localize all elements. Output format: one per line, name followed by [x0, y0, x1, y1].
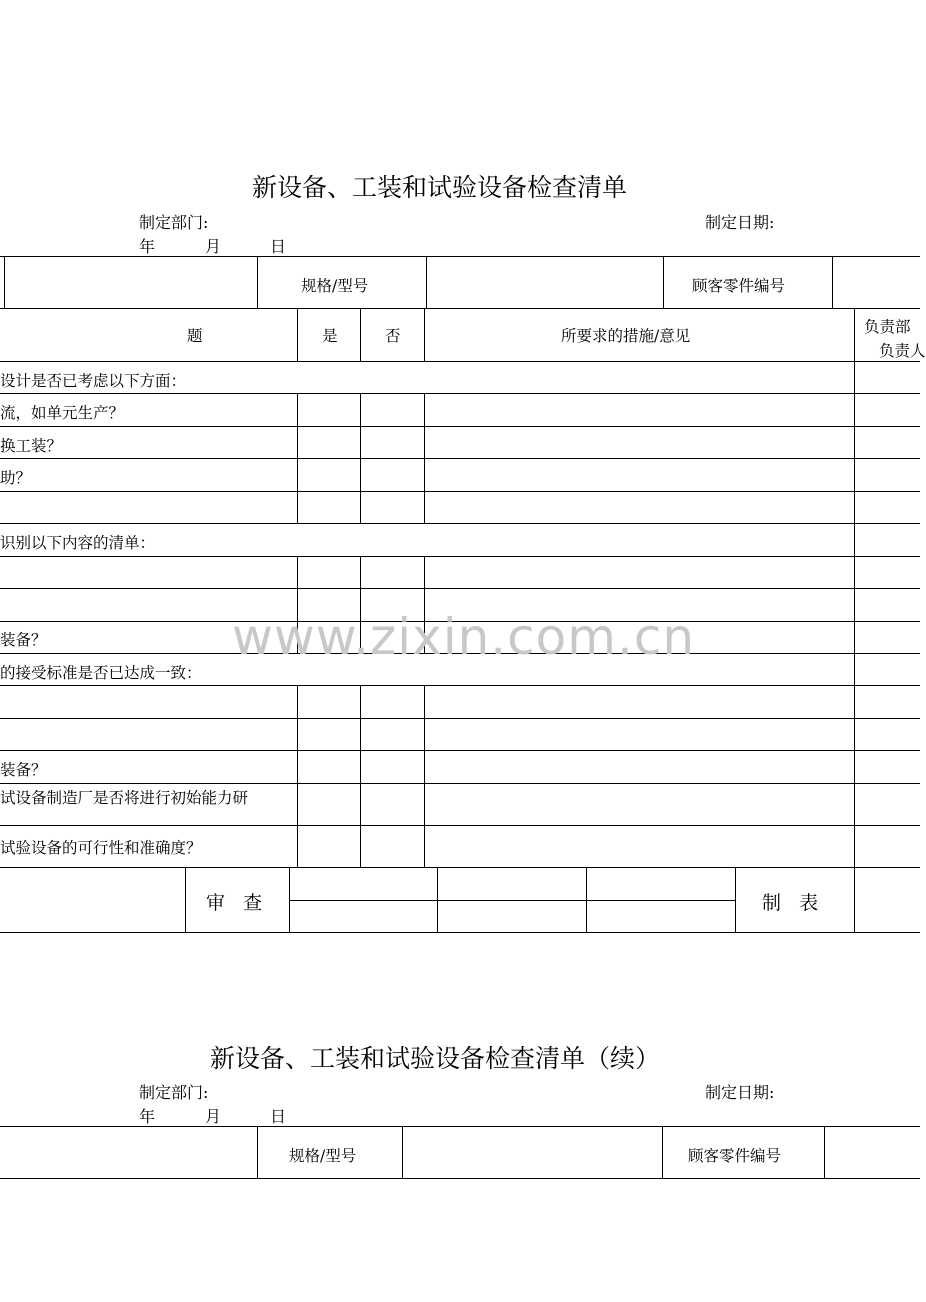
page1-col-responsible-1: 负责部 [864, 318, 911, 336]
page1-col-yes: 是 [322, 327, 338, 345]
review-label: 审 查 [206, 892, 263, 914]
page2-dept-label: 制定部门: [139, 1083, 209, 1102]
page2-customer-part-label: 顾客零件编号 [688, 1147, 782, 1165]
page1-customer-part-label: 顾客零件编号 [692, 277, 786, 295]
page1-date-year: 年 [139, 237, 156, 256]
prepare-label: 制 表 [762, 892, 819, 914]
page2-date-day: 日 [270, 1107, 287, 1126]
page1-dept-label: 制定部门: [139, 213, 209, 232]
checklist-row: 装备？ [0, 631, 47, 649]
checklist-row: 设计是否已考虑以下方面： [0, 372, 187, 390]
page1-col-responsible-2: 负责人 [879, 342, 926, 360]
page2-spec-label: 规格/型号 [289, 1147, 357, 1165]
checklist-row: 试验设备的可行性和准确度？ [0, 839, 202, 857]
watermark: www.zixin.com.cn [232, 608, 696, 666]
page1-date-label: 制定日期: [705, 213, 775, 232]
page1-col-no: 否 [385, 327, 401, 345]
checklist-row: 识别以下内容的清单： [0, 534, 156, 552]
page1-date-day: 日 [270, 237, 287, 256]
checklist-row: 试设备制造厂是否将进行初始能力研 [0, 789, 249, 807]
checklist-row: 助？ [0, 469, 32, 487]
page2-date-month: 月 [205, 1107, 222, 1126]
page1-title: 新设备、工装和试验设备检查清单 [252, 173, 628, 202]
page2-title: 新设备、工装和试验设备检查清单（续） [210, 1044, 661, 1073]
page1-col-question: 题 [187, 327, 203, 345]
checklist-row: 装备？ [0, 761, 47, 779]
page1-date-month: 月 [205, 237, 222, 256]
checklist-row: 换工装？ [0, 437, 63, 455]
page2-date-year: 年 [139, 1107, 156, 1126]
checklist-row: 的接受标准是否已达成一致： [0, 664, 202, 682]
page2-date-label: 制定日期: [705, 1083, 775, 1102]
page1-spec-label: 规格/型号 [301, 277, 369, 295]
checklist-row: 流，如单元生产？ [0, 404, 125, 422]
page1-col-measures: 所要求的措施/意见 [561, 327, 691, 345]
